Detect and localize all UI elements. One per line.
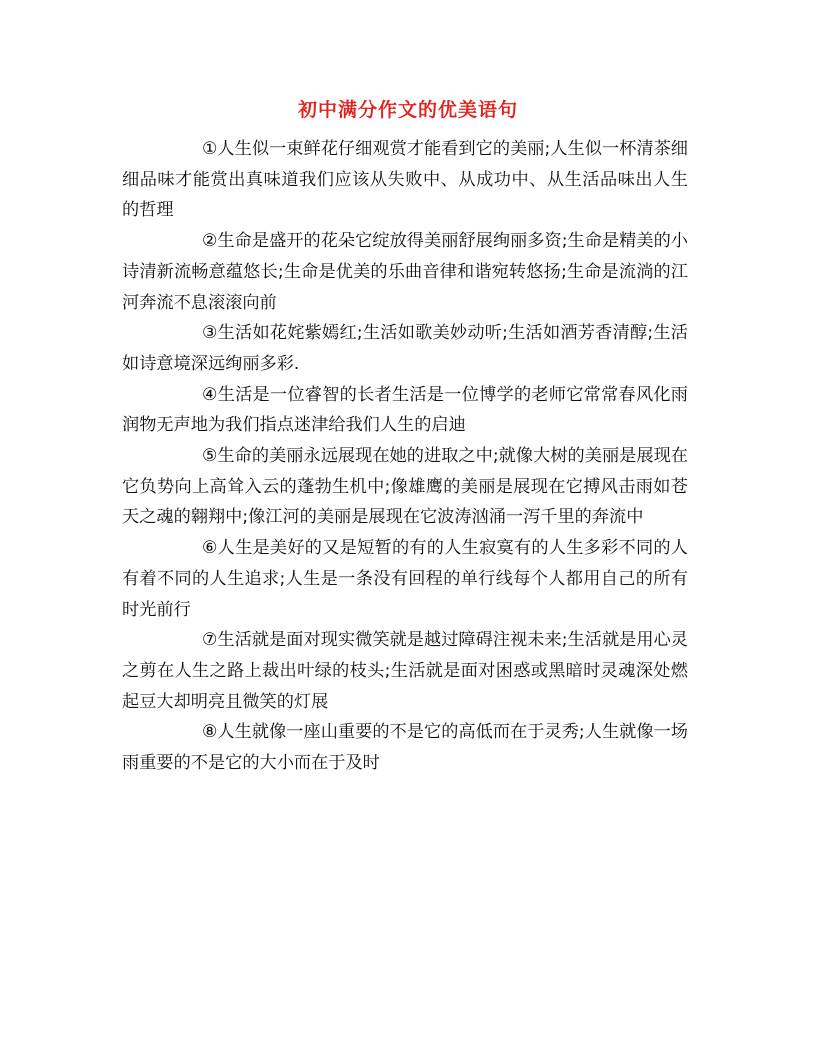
paragraph-1: ①人生似一束鲜花仔细观赏才能看到它的美丽;人生似一杯清茶细细品味才能赏出真味道我们应该从失败中、从成功中、从生活品味出人生的哲理 (122, 139, 688, 221)
paragraph-5: ⑤生命的美丽永远展现在她的进取之中;就像大树的美丽是展现在它负势向上高耸入云的蓬勃生机中;像雄鹰的美丽是展现在它搏风击雨如苍天之魂的翱翔中;像江河的美丽是展现在它波涛汹涌一泻千里的奔流中 (122, 446, 688, 528)
paragraph-6: ⑥人生是美好的又是短暂的有的人生寂寞有的人生多彩不同的人有着不同的人生追求;人生是一条没有回程的单行线每个人都用自己的所有时光前行 (122, 538, 688, 620)
paragraph-2: ②生命是盛开的花朵它绽放得美丽舒展绚丽多资;生命是精美的小诗清新流畅意蕴悠长;生命是优美的乐曲音律和谐宛转悠扬;生命是流淌的江河奔流不息滚滚向前 (122, 231, 688, 313)
paragraph-3: ③生活如花姹紫嫣红;生活如歌美妙动听;生活如酒芳香清醇;生活如诗意境深远绚丽多彩. (122, 323, 688, 374)
paragraph-8: ⑧人生就像一座山重要的不是它的高低而在于灵秀;人生就像一场雨重要的不是它的大小而在于及时 (122, 722, 688, 774)
document-title: 初中满分作文的优美语句 (297, 99, 518, 121)
document-body (122, 134, 688, 779)
paragraph-4: ④生活是一位睿智的长者生活是一位博学的老师它常常春风化雨润物无声地为我们指点迷津给我们人生的启迪 (122, 384, 688, 436)
paragraph-7: ⑦生活就是面对现实微笑就是越过障碍注视未来;生活就是用心灵之剪在人生之路上裁出叶绿的枝头;生活就是面对困惑或黑暗时灵魂深处燃起豆大却明亮且微笑的灯展 (122, 630, 688, 712)
